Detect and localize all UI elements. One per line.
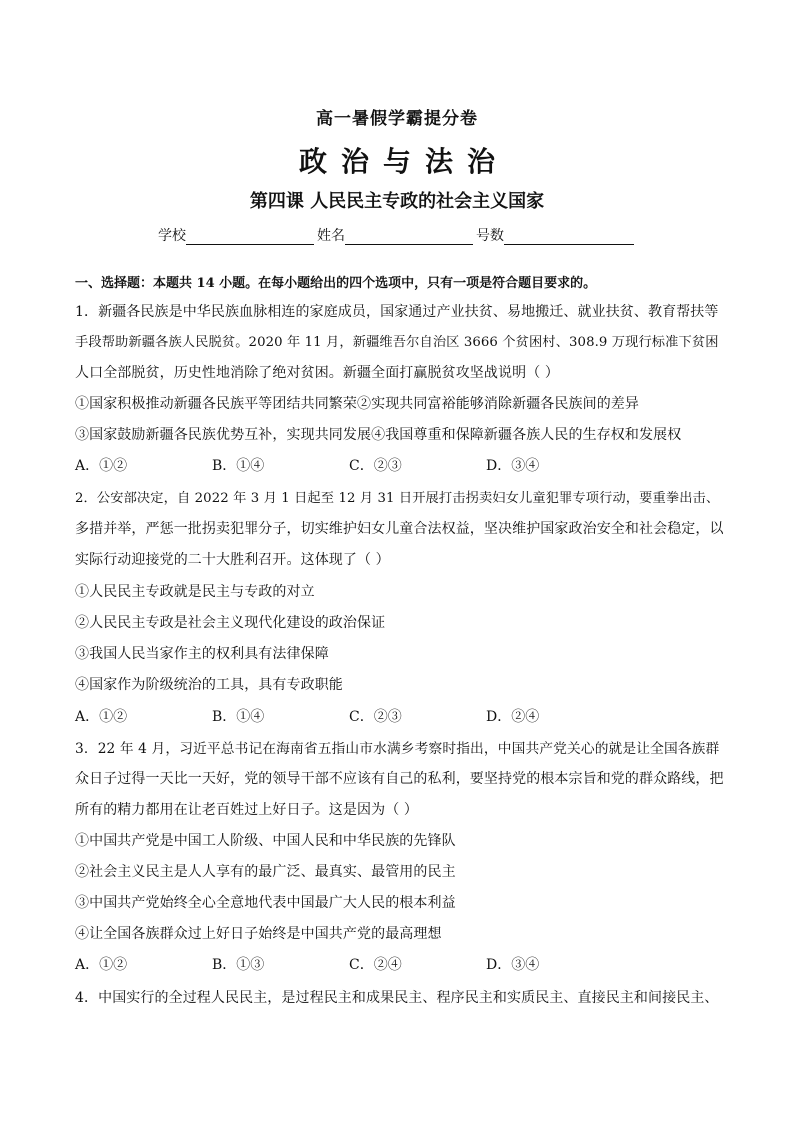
option-d: D．③④ [486,957,540,973]
option-c: C．②④ [349,957,402,973]
number-blank [504,230,634,245]
question-1-line: 1．新疆各民族是中华民族血脉相连的家庭成员，国家通过产业扶贫、易地搬迁、就业扶贫、教育帮扶等 [75,304,719,320]
question-3-line: 3．22 年 4 月，习近平总书记在海南省五指山市水满乡考察时指出，中国共产党关心的就是让全国各族群 [75,741,720,757]
question-2-statement: ②人民民主专政是社会主义现代化建设的政治保证 [75,615,386,631]
option-b: B．①③ [212,957,265,973]
option-c: C．②③ [349,709,402,725]
exam-series-title: 高一暑假学霸提分卷 [316,109,478,129]
question-4-line: 4．中国实行的全过程人民民主，是过程民主和成果民主、程序民主和实质民主、直接民主和间接民主、 [75,990,719,1006]
question-2-line: 2．公安部决定，自 2022 年 3 月 1 日起至 12 月 31 日开展打击拐卖妇女儿童犯罪专项行动，要重拳出击、 [75,491,720,506]
question-1-line: 手段帮助新疆各族人民脱贫。2020 年 11 月，新疆维吾尔自治区 3666 个贫困村、308.9 万现行标准下贫困 [75,335,719,350]
question-1-statement: ①国家积极推动新疆各民族平等团结共同繁荣②实现共同富裕能够消除新疆各民族间的差异 [75,396,639,412]
name-label: 姓名 [317,228,345,244]
question-3-line: 所有的精力都用在让老百姓过上好日子。这是因为（ ） [75,802,418,818]
option-a: A．①② [75,458,128,474]
subject-title: 政治与法治 [298,145,509,178]
question-1-line: 人口全部脱贫，历史性地消除了绝对贫困。新疆全面打赢脱贫攻坚战说明（ ） [75,365,559,381]
question-3-statement: ③中国共产党始终全心全意地代表中国最广大人民的根本利益 [75,895,456,911]
option-c: C．②③ [349,458,402,474]
question-3-statement: ②社会主义民主是人人享有的最广泛、最真实、最管用的民主 [75,864,456,880]
number-label: 号数 [476,228,504,244]
option-a: A．①② [75,957,128,973]
option-d: D．③④ [486,458,540,474]
name-blank [345,230,473,245]
option-d: D．②④ [486,709,540,725]
school-label: 学校 [158,228,186,244]
school-blank [186,230,314,245]
question-3-statement: ④让全国各族群众过上好日子始终是中国共产党的最高理想 [75,926,442,942]
section-heading: 一、选择题：本题共 14 小题。在每小题给出的四个选项中，只有一项是符合题目要求的。 [75,276,597,291]
question-3-line: 众日子过得一天比一天好，党的领导干部不应该有自己的私利，要坚持党的根本宗旨和党的群众路线，把 [75,771,724,787]
option-b: B．①④ [212,458,265,474]
option-a: A．①② [75,709,128,725]
question-3-statement: ①中国共产党是中国工人阶级、中国人民和中华民族的先锋队 [75,833,456,849]
question-2-line: 实际行动迎接党的二十大胜利召开。这体现了（ ） [75,552,390,568]
lesson-title: 第四课 人民民主专政的社会主义国家 [249,191,545,212]
question-1-statement: ③国家鼓励新疆各民族优势互补，实现共同发展④我国尊重和保障新疆各族人民的生存权和发展权 [75,427,682,443]
option-b: B．①④ [212,709,265,725]
student-info-row [158,225,637,245]
question-2-statement: ①人民民主专政就是民主与专政的对立 [75,584,315,600]
question-2-statement: ③我国人民当家作主的权利具有法律保障 [75,646,329,662]
question-2-statement: ④国家作为阶级统治的工具，具有专政职能 [75,677,343,693]
question-2-line: 多措并举，严惩一批拐卖犯罪分子，切实维护妇女儿童合法权益，坚决维护国家政治安全和社会稳定，以 [75,521,724,537]
